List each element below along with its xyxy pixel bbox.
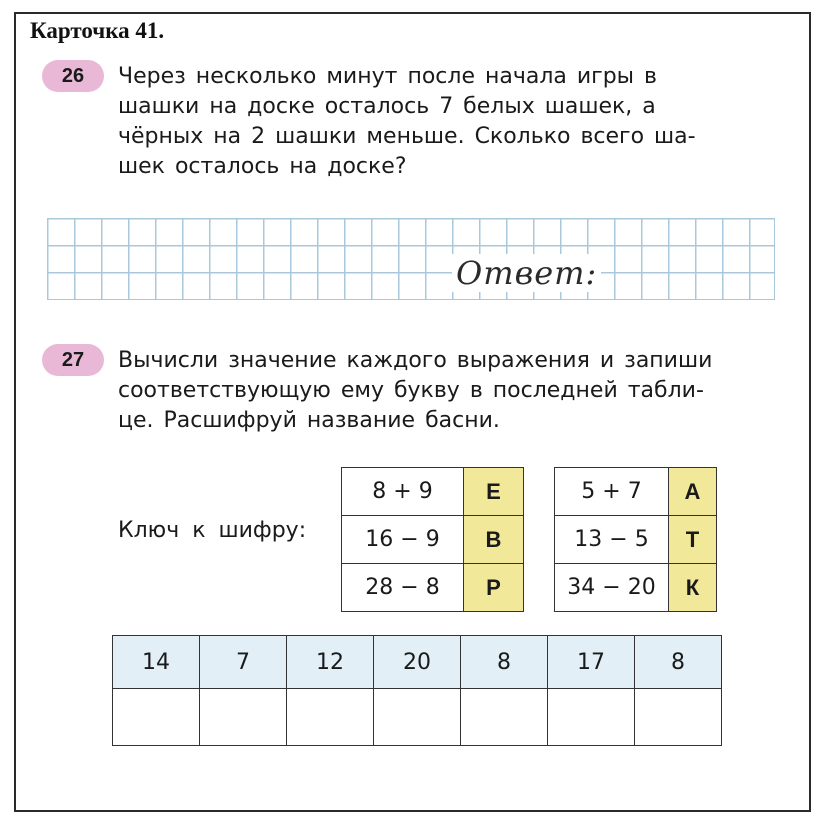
task-27-line-2: соответствующую ему букву в последней табли- bbox=[118, 378, 704, 403]
answer-label: Ответ: bbox=[452, 254, 601, 292]
key-expression: 34 − 20 bbox=[555, 564, 669, 612]
task-26-line-4: шек осталось на доске? bbox=[118, 154, 407, 179]
cipher-number-cell: 17 bbox=[548, 636, 635, 689]
task-26-line-3: чёрных на 2 шашки меньше. Сколько всего ша- bbox=[118, 124, 696, 149]
key-letter: К bbox=[669, 564, 717, 612]
cipher-letter-cell[interactable] bbox=[374, 689, 461, 746]
task-27-text bbox=[118, 346, 774, 436]
task-27-line-3: це. Расшифруй название басни. bbox=[118, 408, 500, 433]
key-row bbox=[555, 564, 717, 612]
cipher-number-row bbox=[113, 636, 722, 689]
key-letter: А bbox=[669, 468, 717, 516]
cipher-key-label: Ключ к шифру: bbox=[118, 518, 307, 543]
key-row bbox=[342, 564, 524, 612]
cipher-key-table-left bbox=[341, 467, 524, 612]
task-26-text bbox=[118, 62, 774, 182]
task-27-line-1: Вычисли значение каждого выражения и запиши bbox=[118, 348, 713, 373]
task-26-line-1: Через несколько минут после начала игры в bbox=[118, 64, 658, 89]
key-expression: 8 + 9 bbox=[342, 468, 464, 516]
key-letter: Е bbox=[464, 468, 524, 516]
card-title: Карточка 41. bbox=[30, 18, 165, 43]
cipher-letter-cell[interactable] bbox=[287, 689, 374, 746]
cipher-key-table-right bbox=[554, 467, 717, 612]
cipher-letter-cell[interactable] bbox=[113, 689, 200, 746]
cipher-letter-cell[interactable] bbox=[200, 689, 287, 746]
cipher-letter-cell[interactable] bbox=[635, 689, 722, 746]
key-expression: 28 − 8 bbox=[342, 564, 464, 612]
cipher-letter-cell[interactable] bbox=[548, 689, 635, 746]
task-26-line-2: шашки на доске осталось 7 белых шашек, а bbox=[118, 94, 656, 119]
cipher-number-cell: 20 bbox=[374, 636, 461, 689]
cipher-letter-cell[interactable] bbox=[461, 689, 548, 746]
task-number-badge-27: 27 bbox=[42, 344, 104, 376]
task-number-badge-26: 26 bbox=[42, 60, 104, 92]
cipher-answer-table bbox=[112, 635, 722, 746]
key-row bbox=[555, 516, 717, 564]
answer-grid[interactable] bbox=[47, 218, 775, 300]
key-letter: Т bbox=[669, 516, 717, 564]
cipher-number-cell: 8 bbox=[635, 636, 722, 689]
key-row bbox=[342, 468, 524, 516]
cipher-number-cell: 12 bbox=[287, 636, 374, 689]
key-row bbox=[342, 516, 524, 564]
cipher-letter-row bbox=[113, 689, 722, 746]
key-letter: Р bbox=[464, 564, 524, 612]
cipher-number-cell: 14 bbox=[113, 636, 200, 689]
cipher-number-cell: 7 bbox=[200, 636, 287, 689]
key-expression: 16 − 9 bbox=[342, 516, 464, 564]
key-expression: 5 + 7 bbox=[555, 468, 669, 516]
key-expression: 13 − 5 bbox=[555, 516, 669, 564]
key-row bbox=[555, 468, 717, 516]
key-letter: В bbox=[464, 516, 524, 564]
cipher-number-cell: 8 bbox=[461, 636, 548, 689]
